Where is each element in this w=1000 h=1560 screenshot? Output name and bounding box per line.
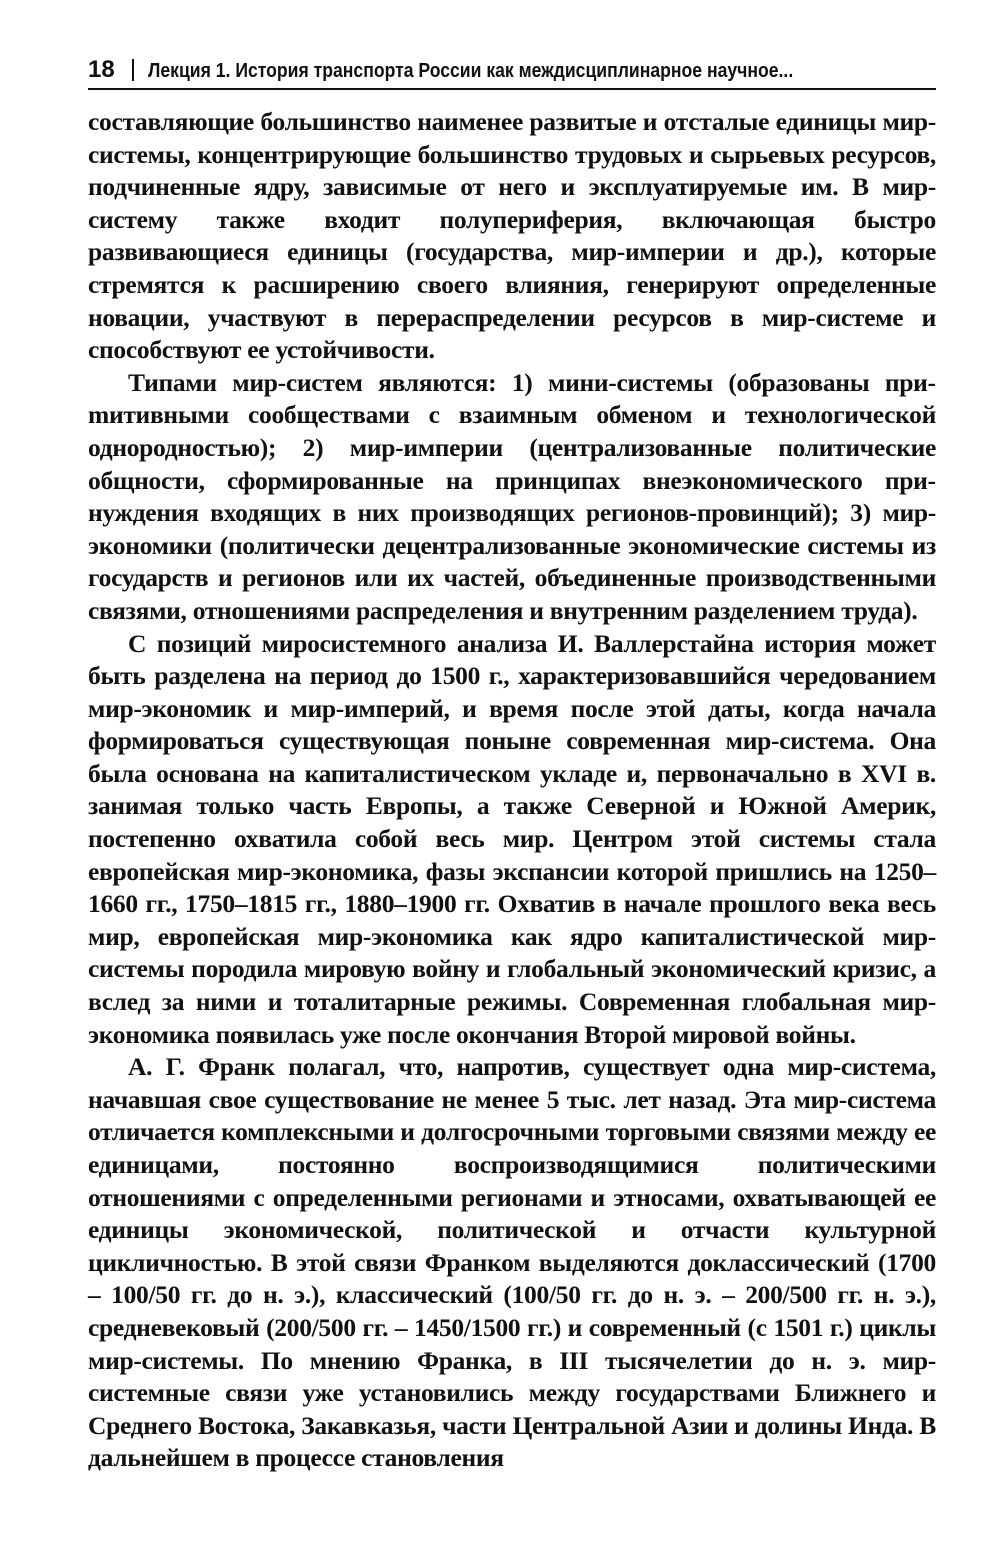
- page-header: [88, 52, 936, 90]
- paragraph-4: А. Г. Франк полагал, что, напротив, существует одна мир-система, начавшая свое существование не менее 5 тыс. лет назад. Эта мир-система отличается комплексными и долгосрочными торговыми связями между ее единицами, постоянно воспроизводящимися политическими отношениями с определенными регионами и этносами, охватывающей ее единицы экономической, политической и отчасти культурной цикличностью. В этой связи Франком выделяются доклассический (1700 – 100/50 гг. до н. э.), классический (100/50 гг. до н. э. – 200/500 гг. н. э.), средневековый (200/500 гг. – 1450/1500 гг.) и современный (с 1501 г.) циклы мир-системы. По мнению Франка, в III тысячелетии до н. э. мир-системные связи уже установились между государствами Ближнего и Среднего Востока, Закавказья, части Центральной Азии и долины Инда. В дальнейшем в процессе становления: [88, 1052, 936, 1473]
- body-text: [88, 106, 936, 1475]
- paragraph-2: Типами мир-систем являются: 1) мини-системы (образованы приmитивными сообществами с взаимным обменом и технологической однородностью); 2) мир-империи (централизованные политические общности, сформированные на принципах внеэкономического принуждения входящих в них производящих регионов-провинций); 3) мир-экономики (политически децентрализованные экономические системы из государств и регионов или их частей, объединенные производственными связями, отношениями распределения и внутренним разделением труда).: [88, 367, 936, 625]
- paragraph-3: С позиций миросистемного анализа И. Валлерстайна история может быть разделена на период до 1500 г., характеризовавшийся чередованием мир-экономик и мир-империй, и время после этой даты, когда начала формироваться существующая поныне современная мир-система. Она была основана на капиталистическом укладе и, первоначально в XVI в. занимая только часть Европы, а также Северной и Южной Америк, постепенно охватила собой весь мир. Центром этой системы стала европейская мир-экономика, фазы экспансии которой пришлись на 1250–1660 гг., 1750–1815 гг., 1880–1900 гг. Охватив в начале прошлого века весь мир, европейская мир-экономика как ядро капиталистической мир-системы породила мировую войну и глобальный экономический кризис, а вслед за ними и тоталитарные режимы. Современная глобальная мир-экономика появилась уже после окончания Второй мировой войны.: [88, 628, 936, 1049]
- page-number: 18: [88, 56, 115, 83]
- header-divider: [132, 59, 134, 81]
- paragraph-1: составляющие большинство наименее развитые и отсталые единицы мир-системы, концентрирующие большинство трудовых и сырьевых ресурсов, подчиненные ядру, зависимые от него и эксплуатируемые им. В мир-систему также входит полупериферия, включающая быстро развивающиеся единицы (государства, мир-империи и др.), которые стремятся к расширению своего влияния, генерируют определенные новации, участвуют в перераспределении ресурсов в мир-системе и способствуют ее устойчивости.: [88, 107, 936, 365]
- book-page: [88, 52, 936, 1475]
- running-title: Лекция 1. История транспорта России как междисциплинарное научное...: [148, 60, 794, 82]
